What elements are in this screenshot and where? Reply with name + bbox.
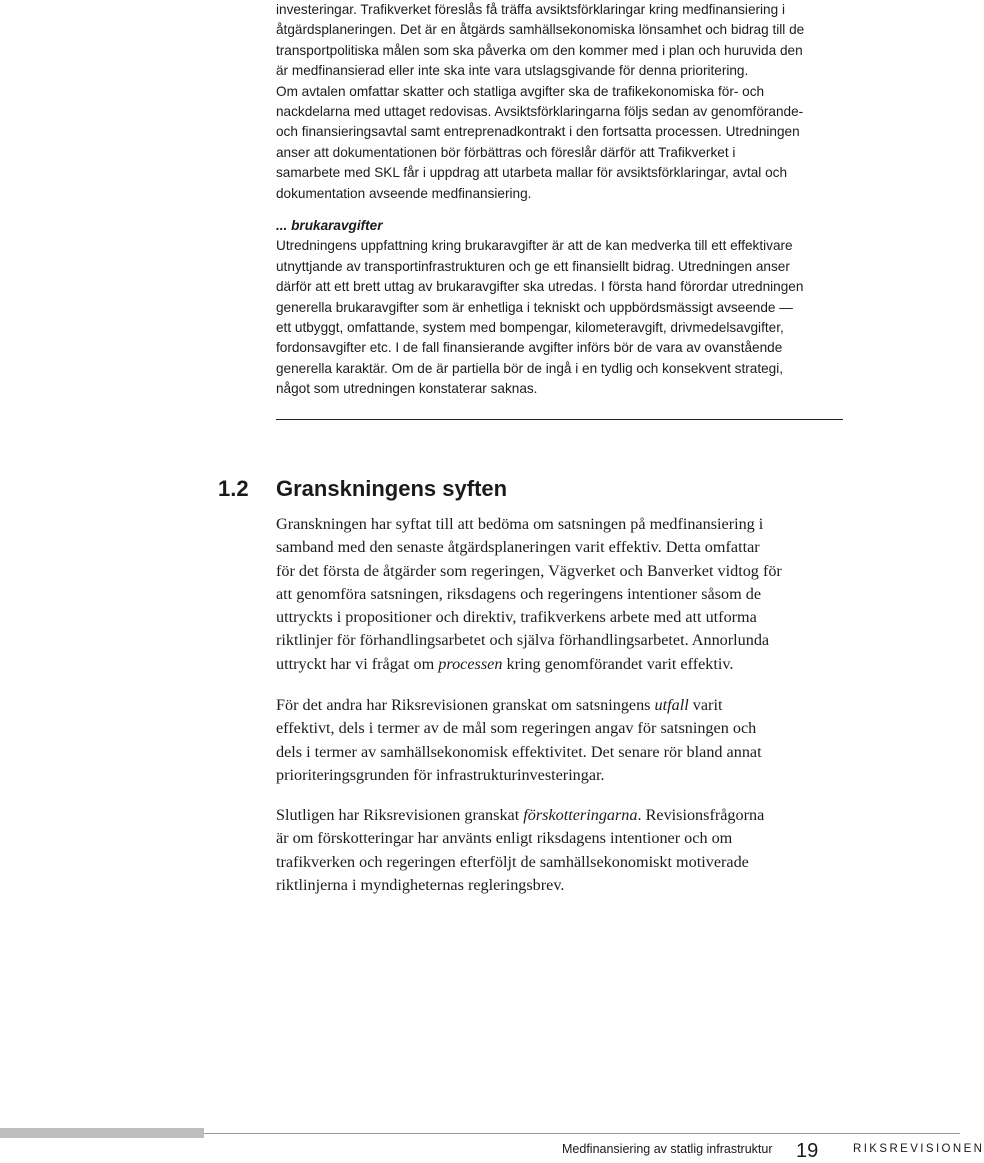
text-line [276,804,856,827]
text-line: uttryckts i propositioner och direktiv, trafikverkens arbete med att utforma [276,608,757,627]
text-line: fordonsavgifter etc. I de fall finansierande avgifter införs bör de vara av ovanstående [276,340,783,356]
text-line: generella karaktär. Om de är partiella bör de ingå i en tydlig och konsekvent strategi, [276,360,784,376]
footer-organization: RIKSREVISIONEN [853,1143,984,1155]
emphasis-utfall: utfall [654,696,689,714]
text-line: trafikverken och regeringen efterföljt de samhällsekonomiskt motiverade [276,852,749,871]
text-line: dels i termer av samhällsekonomisk effektivitet. Det senare rör bland annat [276,742,762,761]
text-line: för det första de åtgärder som regeringen, Vägverket och Banverket vidtog för [276,561,782,580]
text-line: utnyttjande av transportinfrastrukturen och ge ett finansiellt bidrag. Utredningen anser [276,258,790,274]
text-line: effektivt, dels i termer av de mål som regeringen angav för satsningen och [276,719,757,738]
page-number: 19 [796,1140,819,1162]
text-line: ett utbyggt, omfattande, system med bompengar, kilometeravgift, drivmedelsavgifter, [276,320,784,336]
text-run: varit [688,696,723,714]
text-line: att genomföra satsningen, riksdagens och regeringens intentioner såsom de [276,584,762,603]
text-line: är medfinansierad eller inte ska inte vara utslagsgivande för denna prioritering. [276,63,749,79]
text-line: därför att ett brett uttag av brukaravgifter ska utredas. I första hand förordar utredningen [276,279,804,295]
text-line: dokumentation avseende medfinansiering. [276,185,532,201]
section-number: 1.2 [218,476,249,501]
text-line: riktlinjer för förhandlingsarbetet och själva förhandlingsarbetet. Annorlunda [276,631,770,650]
text-line: generella brukaravgifter som är enhetliga i tekniskt och uppbördsmässigt avseende — [276,299,793,315]
box-bottom-rule [276,419,843,420]
text-line: Om avtalen omfattar skatter och statliga avgifter ska de trafikekonomiska för- och [276,83,765,99]
text-line: samband med den senaste åtgärdsplaneringen varit effektiv. Detta omfattar [276,538,760,557]
text-run: . Revisionsfrågorna [637,806,765,824]
text-line: åtgärdsplaneringen. Det är en åtgärds samhällsekonomiska lönsamhet och bidrag till de [276,22,805,38]
text-line: samarbete med SKL får i uppdrag att utarbeta mallar för avsiktsförklaringar, avtal och [276,165,788,181]
text-line: Granskningen har syftat till att bedöma om satsningen på medfinansiering i [276,515,764,533]
text-line: anser att dokumentationen bör förbättras och föreslår därför att Trafikverket i [276,144,736,160]
text-line: och finansieringsavtal samt entreprenadkontrakt i den fortsatta processen. Utredningen [276,124,800,140]
text-line: riktlinjerna i myndigheternas regleringsbrev. [276,875,565,894]
text-line: är om förskotteringar har använts enligt riksdagens intentioner och om [276,829,733,848]
text-line: investeringar. Trafikverket föreslås få träffa avsiktsförklaringar kring medfinansiering i [276,2,785,17]
text-line: prioriteringsgrunden för infrastrukturinvesteringar. [276,765,605,784]
text-run: Slutligen har Riksrevisionen granskat [276,806,524,824]
emphasis-processen: processen [438,654,503,673]
text-run: kring genomförandet varit effektiv. [502,654,734,673]
section-title: Granskningens syften [276,476,508,501]
emphasis-forskotteringarna: förskotteringarna [523,806,638,824]
box-subheading: ... brukaravgifter [276,218,383,233]
text-run: För det andra har Riksrevisionen granskat om satsningens [276,696,655,714]
body-paragraph-2 [276,694,856,787]
footer-rule [204,1133,960,1134]
text-line: något som utredningen konstaterar saknas. [276,381,538,397]
text-line: transportpolitiska målen som ska påverka om den kommer med i plan och huruvida den [276,42,803,58]
footer-publication-title: Medfinansiering av statlig infrastruktur [562,1142,773,1156]
text-line [276,653,856,676]
body-paragraph-1 [276,513,856,676]
text-line [276,694,856,717]
text-line: nackdelarna med uttaget redovisas. Avsiktsförklaringarna följs sedan av genomförande- [276,104,804,120]
summary-box-brukaravgifter [276,216,848,400]
text-line: Utredningens uppfattning kring brukaravgifter är att de kan medverka till ett effektivare [276,238,793,254]
text-run: uttryckt har vi frågat om [276,654,439,673]
footer-accent-bar [0,1128,204,1138]
summary-box-intro [276,0,848,204]
body-paragraph-3 [276,804,856,897]
